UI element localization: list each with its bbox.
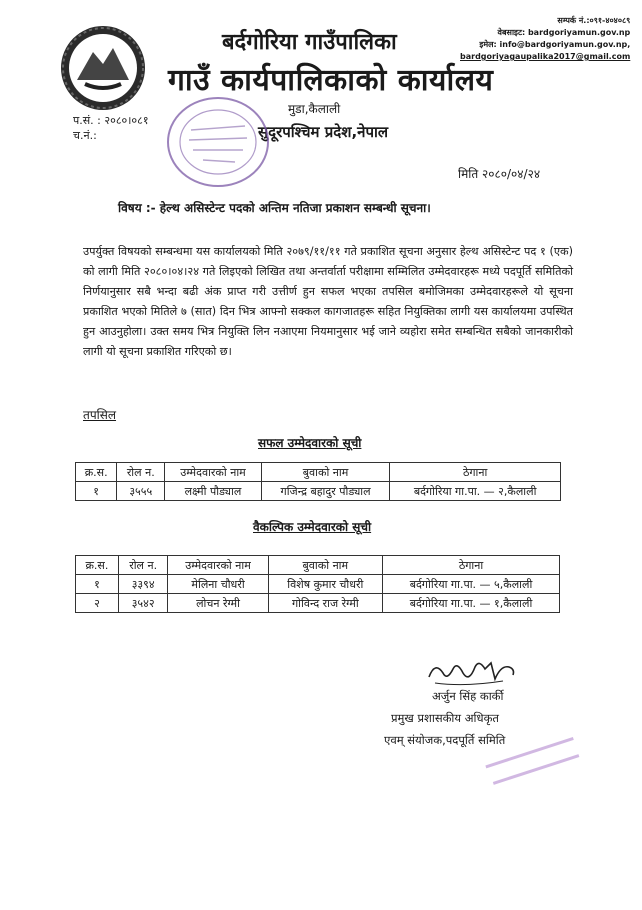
contact-block — [460, 15, 630, 63]
office-seal-icon — [163, 92, 273, 192]
alternate-candidates-table — [75, 555, 560, 613]
office-province: सुदूरपश्चिम प्रदेश,नेपाल — [258, 123, 389, 141]
table-row — [76, 594, 560, 613]
letter-date: मिति २०८०/०४/२४ — [458, 167, 541, 181]
cell-father: गोविन्द राज रेग्मी — [268, 594, 382, 613]
cell-sn: १ — [76, 482, 117, 501]
office-location: मुडा,कैलाली — [288, 102, 341, 116]
signatory-role: एवम् संयोजक,पदपूर्ति समिति — [384, 733, 506, 747]
table-header-row — [76, 463, 561, 482]
details-heading: तपसिल — [83, 408, 117, 422]
col-name: उम्मेदवारको नाम — [168, 556, 268, 575]
officer-stamp-icon — [478, 730, 588, 790]
successful-candidates-table — [75, 462, 561, 501]
office-name-line1: बर्दगोरिया गाउँपालिका — [222, 30, 397, 55]
col-sn: क्र.स. — [76, 556, 119, 575]
contact-email: इमेल: info@bardgoriyamun.gov.np, — [479, 40, 631, 49]
table-header-row — [76, 556, 560, 575]
col-sn: क्र.स. — [76, 463, 117, 482]
alternate-list-caption: वैकल्पिक उम्मेदवारको सूची — [253, 520, 372, 534]
col-father: बुवाको नाम — [268, 556, 382, 575]
cell-roll: ३५४२ — [118, 594, 168, 613]
col-roll: रोल न. — [118, 556, 168, 575]
cell-name: लोचन रेग्मी — [168, 594, 268, 613]
cell-father: विशेष कुमार चौधरी — [268, 575, 382, 594]
office-name-line2: गाउँ कार्यपालिकाको कार्यालय — [168, 63, 494, 98]
contact-email-2: bardgoriyagaupalika2017@gmail.com — [460, 52, 631, 61]
nepal-emblem-icon — [57, 22, 149, 114]
signatory-name: अर्जुन सिंह कार्की — [432, 689, 504, 703]
successful-list-caption: सफल उम्मेदवारको सूची — [258, 436, 362, 450]
cell-name: लक्ष्मी पौड्याल — [165, 482, 262, 501]
contact-phone: सम्पर्क नं.:०९१-४०४०८९ — [557, 16, 631, 25]
letter-number: प.सं. : २०८०।०८१ — [73, 114, 149, 127]
col-roll: रोल न. — [117, 463, 165, 482]
col-father: बुवाको नाम — [261, 463, 389, 482]
col-address: ठेगाना — [383, 556, 560, 575]
dispatch-number: च.नं.: — [73, 129, 97, 142]
cell-roll: ३३९४ — [118, 575, 168, 594]
cell-address: बर्दगोरिया गा.पा. — ५,कैलाली — [383, 575, 560, 594]
cell-name: मेलिना चौधरी — [168, 575, 268, 594]
cell-father: गजिन्द्र बहादुर पौड्याल — [261, 482, 389, 501]
col-name: उम्मेदवारको नाम — [165, 463, 262, 482]
signatory-title: प्रमुख प्रशासकीय अधिकृत — [391, 711, 499, 725]
col-address: ठेगाना — [390, 463, 561, 482]
letter-body: उपर्युक्त विषयको सम्बन्धमा यस कार्यालयको मिति २०७९/११/११ गते प्रकाशित सूचना अनुसार हेल्थ असिस्टेन्ट पद १ (एक) को लागी मिति २०८०।०४।२४ गते लिइएको लिखित तथा अन्तर्वार्ता परीक्षामा सम्मिलित उम्मेदवारहरू मध्ये पदपूर्ति समितिको निर्णयानुसार सबै भन्दा बढी अंक प्राप्त गरी उत्तीर्ण हुन सफल भएका तपसिल बमोजिमका उम्मेदवारहरूले यो सूचना प्रकाशित भएको मितिले ७ (सात) दिन भित्र आफ्नो सक्कल कागजातहरू सहित नियुक्तिका लागी यस कार्यालयमा उपस्थित हुन आउनुहोला। उक्त समय भित्र नियुक्ति लिन नआएमा नियमानुसार भई जाने व्यहोरा समेत सम्बन्धित सबैको जानकारीको लागी यो सूचना प्रकाशित गरिएको छ। — [83, 245, 573, 358]
cell-roll: ३५५५ — [117, 482, 165, 501]
cell-sn: १ — [76, 575, 119, 594]
cell-sn: २ — [76, 594, 119, 613]
signature-icon — [425, 655, 520, 689]
letter-subject: विषय :- हेल्थ असिस्टेन्ट पदको अन्तिम नतिजा प्रकाशन सम्बन्धी सूचना। — [118, 201, 431, 215]
table-row — [76, 575, 560, 594]
contact-website: वेबसाइट: bardgoriyamun.gov.np — [497, 28, 631, 37]
cell-address: बर्दगोरिया गा.पा. — १,कैलाली — [383, 594, 560, 613]
cell-address: बर्दगोरिया गा.पा. — २,कैलाली — [390, 482, 561, 501]
table-row — [76, 482, 561, 501]
